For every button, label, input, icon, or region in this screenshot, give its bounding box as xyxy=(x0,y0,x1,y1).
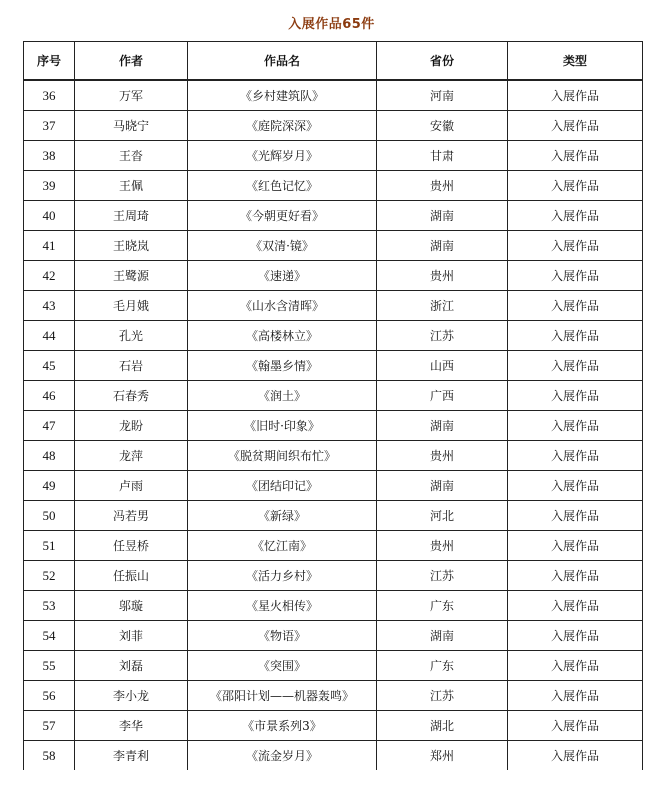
cell-province: 贵州 xyxy=(377,441,508,471)
cell-work-title: 《双清·镜》 xyxy=(188,231,377,261)
table-row xyxy=(24,171,643,201)
cell-number: 36 xyxy=(24,80,75,111)
column-header-number: 序号 xyxy=(24,42,75,81)
table-row xyxy=(24,501,643,531)
cell-work-title: 《速递》 xyxy=(188,261,377,291)
cell-province: 甘肃 xyxy=(377,141,508,171)
cell-author: 孔光 xyxy=(75,321,188,351)
cell-province: 广西 xyxy=(377,381,508,411)
cell-author: 刘磊 xyxy=(75,651,188,681)
cell-type: 入展作品 xyxy=(508,171,643,201)
cell-province: 郑州 xyxy=(377,741,508,771)
cell-author: 龙萍 xyxy=(75,441,188,471)
cell-author: 李华 xyxy=(75,711,188,741)
cell-number: 46 xyxy=(24,381,75,411)
cell-work-title: 《星火相传》 xyxy=(188,591,377,621)
table-row xyxy=(24,411,643,441)
table-row xyxy=(24,381,643,411)
cell-author: 万军 xyxy=(75,80,188,111)
cell-province: 广东 xyxy=(377,591,508,621)
cell-work-title: 《高楼林立》 xyxy=(188,321,377,351)
cell-type: 入展作品 xyxy=(508,321,643,351)
cell-work-title: 《市景系列3》 xyxy=(188,711,377,741)
cell-type: 入展作品 xyxy=(508,711,643,741)
cell-author: 王鹭源 xyxy=(75,261,188,291)
cell-author: 邬璇 xyxy=(75,591,188,621)
cell-work-title: 《突围》 xyxy=(188,651,377,681)
cell-number: 40 xyxy=(24,201,75,231)
cell-province: 贵州 xyxy=(377,261,508,291)
cell-type: 入展作品 xyxy=(508,231,643,261)
cell-province: 湖北 xyxy=(377,711,508,741)
column-header-type: 类型 xyxy=(508,42,643,81)
cell-work-title: 《流金岁月》 xyxy=(188,741,377,771)
cell-type: 入展作品 xyxy=(508,351,643,381)
cell-province: 江苏 xyxy=(377,561,508,591)
cell-number: 52 xyxy=(24,561,75,591)
cell-type: 入展作品 xyxy=(508,531,643,561)
cell-number: 37 xyxy=(24,111,75,141)
cell-province: 浙江 xyxy=(377,291,508,321)
cell-type: 入展作品 xyxy=(508,681,643,711)
cell-province: 贵州 xyxy=(377,171,508,201)
cell-type: 入展作品 xyxy=(508,621,643,651)
cell-work-title: 《今朝更好看》 xyxy=(188,201,377,231)
cell-number: 48 xyxy=(24,441,75,471)
cell-work-title: 《物语》 xyxy=(188,621,377,651)
cell-work-title: 《翰墨乡情》 xyxy=(188,351,377,381)
table-row xyxy=(24,261,643,291)
table-row xyxy=(24,111,643,141)
cell-type: 入展作品 xyxy=(508,441,643,471)
table-row xyxy=(24,741,643,771)
cell-number: 45 xyxy=(24,351,75,381)
cell-type: 入展作品 xyxy=(508,201,643,231)
table-row xyxy=(24,681,643,711)
cell-author: 刘菲 xyxy=(75,621,188,651)
cell-number: 58 xyxy=(24,741,75,771)
table-row xyxy=(24,441,643,471)
table-row xyxy=(24,80,643,111)
cell-author: 冯若男 xyxy=(75,501,188,531)
cell-province: 江苏 xyxy=(377,321,508,351)
cell-author: 马晓宁 xyxy=(75,111,188,141)
cell-author: 卢雨 xyxy=(75,471,188,501)
cell-work-title: 《乡村建筑队》 xyxy=(188,80,377,111)
table-row xyxy=(24,561,643,591)
cell-number: 57 xyxy=(24,711,75,741)
cell-number: 50 xyxy=(24,501,75,531)
cell-number: 41 xyxy=(24,231,75,261)
cell-work-title: 《山水含清晖》 xyxy=(188,291,377,321)
cell-province: 山西 xyxy=(377,351,508,381)
cell-number: 51 xyxy=(24,531,75,561)
cell-type: 入展作品 xyxy=(508,291,643,321)
cell-type: 入展作品 xyxy=(508,651,643,681)
cell-number: 43 xyxy=(24,291,75,321)
cell-author: 王周琦 xyxy=(75,201,188,231)
cell-work-title: 《活力乡村》 xyxy=(188,561,377,591)
table-row xyxy=(24,591,643,621)
table-row xyxy=(24,231,643,261)
table-row xyxy=(24,321,643,351)
cell-number: 53 xyxy=(24,591,75,621)
cell-type: 入展作品 xyxy=(508,261,643,291)
table-row xyxy=(24,141,643,171)
cell-number: 55 xyxy=(24,651,75,681)
cell-province: 湖南 xyxy=(377,201,508,231)
cell-author: 李青利 xyxy=(75,741,188,771)
cell-author: 王沓 xyxy=(75,141,188,171)
exhibit-table xyxy=(23,41,643,770)
table-row xyxy=(24,351,643,381)
cell-work-title: 《脱贫期间织布忙》 xyxy=(188,441,377,471)
cell-type: 入展作品 xyxy=(508,561,643,591)
cell-work-title: 《庭院深深》 xyxy=(188,111,377,141)
cell-author: 毛月娥 xyxy=(75,291,188,321)
cell-province: 江苏 xyxy=(377,681,508,711)
cell-number: 44 xyxy=(24,321,75,351)
cell-author: 龙盼 xyxy=(75,411,188,441)
column-header-province: 省份 xyxy=(377,42,508,81)
cell-number: 47 xyxy=(24,411,75,441)
cell-author: 任振山 xyxy=(75,561,188,591)
cell-number: 54 xyxy=(24,621,75,651)
cell-province: 湖南 xyxy=(377,411,508,441)
cell-province: 广东 xyxy=(377,651,508,681)
cell-province: 安徽 xyxy=(377,111,508,141)
table-header-row xyxy=(24,42,643,81)
table-row xyxy=(24,471,643,501)
page-title: 入展作品65件 xyxy=(288,17,375,32)
table-row xyxy=(24,651,643,681)
cell-author: 王晓岚 xyxy=(75,231,188,261)
cell-author: 石岩 xyxy=(75,351,188,381)
column-header-work: 作品名 xyxy=(188,42,377,81)
cell-author: 王佩 xyxy=(75,171,188,201)
cell-type: 入展作品 xyxy=(508,501,643,531)
cell-number: 39 xyxy=(24,171,75,201)
cell-type: 入展作品 xyxy=(508,381,643,411)
cell-author: 李小龙 xyxy=(75,681,188,711)
cell-number: 56 xyxy=(24,681,75,711)
cell-author: 任昱桥 xyxy=(75,531,188,561)
cell-type: 入展作品 xyxy=(508,741,643,771)
table-row xyxy=(24,201,643,231)
cell-type: 入展作品 xyxy=(508,471,643,501)
table-row xyxy=(24,531,643,561)
cell-work-title: 《旧时·印象》 xyxy=(188,411,377,441)
table-row xyxy=(24,711,643,741)
cell-type: 入展作品 xyxy=(508,411,643,441)
table-row xyxy=(24,621,643,651)
cell-number: 38 xyxy=(24,141,75,171)
table-body xyxy=(24,80,643,770)
cell-type: 入展作品 xyxy=(508,111,643,141)
cell-work-title: 《忆江南》 xyxy=(188,531,377,561)
table-row xyxy=(24,291,643,321)
cell-work-title: 《新绿》 xyxy=(188,501,377,531)
cell-work-title: 《润土》 xyxy=(188,381,377,411)
cell-work-title: 《团结印记》 xyxy=(188,471,377,501)
cell-province: 湖南 xyxy=(377,231,508,261)
cell-province: 河南 xyxy=(377,80,508,111)
cell-type: 入展作品 xyxy=(508,141,643,171)
cell-number: 49 xyxy=(24,471,75,501)
cell-province: 贵州 xyxy=(377,531,508,561)
cell-province: 湖南 xyxy=(377,621,508,651)
cell-work-title: 《邵阳计划——机器轰鸣》 xyxy=(188,681,377,711)
cell-author: 石春秀 xyxy=(75,381,188,411)
column-header-author: 作者 xyxy=(75,42,188,81)
cell-number: 42 xyxy=(24,261,75,291)
cell-province: 河北 xyxy=(377,501,508,531)
cell-work-title: 《红色记忆》 xyxy=(188,171,377,201)
cell-work-title: 《光辉岁月》 xyxy=(188,141,377,171)
cell-type: 入展作品 xyxy=(508,80,643,111)
cell-type: 入展作品 xyxy=(508,591,643,621)
cell-province: 湖南 xyxy=(377,471,508,501)
